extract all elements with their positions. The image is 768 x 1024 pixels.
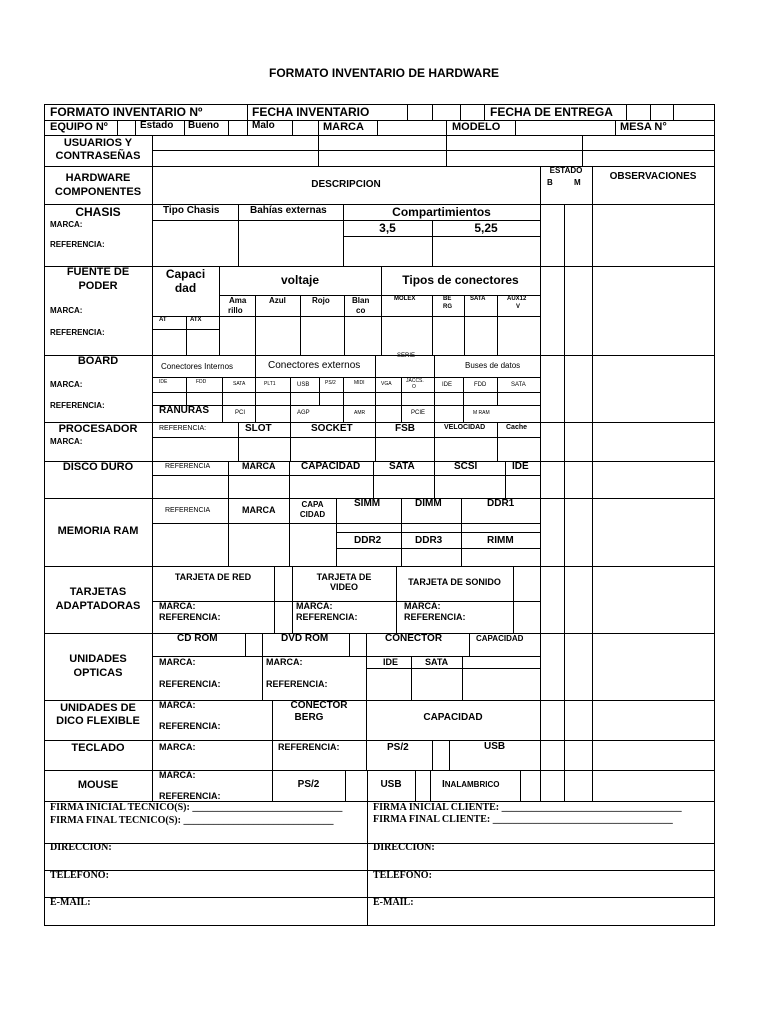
- descripcion-label: DESCRIPCION: [311, 179, 381, 190]
- jack-label-1: JACCS.: [406, 378, 424, 384]
- dvd-marca-label: MARCA:: [266, 657, 303, 667]
- red-referencia-label: REFERENCIA:: [159, 612, 221, 622]
- serie-label: SERIE: [397, 353, 416, 359]
- conector-berg-label-1: CONECTOR: [290, 700, 348, 711]
- equipo-label: EQUIPO Nº: [50, 121, 108, 133]
- amr-label: AMR: [354, 410, 366, 416]
- fsb-label: FSB: [395, 423, 415, 434]
- tipo-chasis-label: Tipo Chasis: [163, 205, 220, 216]
- disco-sata-label: SATA: [389, 461, 415, 472]
- marca-label: MARCA: [323, 121, 364, 133]
- amarillo-label-1: Ama: [229, 296, 247, 305]
- int-fdd-label: FDD: [196, 379, 207, 385]
- optica-sata-label: SATA: [425, 657, 449, 667]
- board-referencia-label: REFERENCIA:: [50, 401, 105, 410]
- telefono-cliente-label: TELEFONO:: [373, 870, 432, 881]
- disco-marca-label: MARCA: [242, 461, 276, 471]
- poder-label: PODER: [78, 280, 118, 292]
- tipos-conectores-label: Tipos de conectores: [402, 273, 519, 287]
- mouse-usb-label: USB: [380, 779, 402, 790]
- procesador-label: PROCESADOR: [58, 423, 138, 435]
- fuente-label: FUENTE DE: [66, 266, 130, 278]
- ddr2-label: DDR2: [354, 535, 382, 546]
- rojo-label: Rojo: [312, 296, 330, 305]
- chasis-marca-label: MARCA:: [50, 220, 83, 229]
- adaptadoras-label: ADAPTADORAS: [55, 600, 141, 612]
- ps2-label: PS/2: [325, 380, 336, 386]
- aux12v-label-1: AUX12: [507, 296, 527, 302]
- sonido-referencia-label: REFERENCIA:: [404, 612, 466, 622]
- at-label: AT: [159, 317, 167, 323]
- mouse-inalambrico-label: INALAMBRICO: [442, 779, 500, 790]
- cd-referencia-label: REFERENCIA:: [159, 679, 221, 689]
- capacidad-label-2: dad: [174, 281, 197, 295]
- conector-berg-label-2: BERG: [294, 712, 324, 723]
- mouse-referencia-label: REFERENCIA:: [159, 791, 221, 801]
- mesa-label: MESA N°: [620, 121, 667, 133]
- b-column-label: B: [547, 178, 553, 187]
- int-sata-label: SATA: [233, 381, 246, 387]
- cache-label: Cache: [506, 424, 528, 431]
- bay-525-label: 5,25: [474, 221, 498, 235]
- malo-label: Malo: [252, 120, 275, 131]
- disco-flexible-label: DICO FLEXIBLE: [56, 715, 140, 727]
- blanco-label-2: co: [356, 306, 366, 315]
- email-cliente-label: E-MAIL:: [373, 897, 414, 908]
- mouse-ps2-label: PS/2: [297, 779, 320, 790]
- mram-label: M RAM: [473, 410, 490, 416]
- sata-power-label: SATA: [470, 296, 486, 302]
- firma-inicial-tecnico-label: FIRMA INICIAL TECNICO(S): ______________________________: [50, 802, 343, 813]
- flexible-capacidad-label: CAPACIDAD: [423, 712, 483, 723]
- velocidad-label: VELOCIDAD: [444, 424, 486, 431]
- disco-referencia-label: REFERENCIA: [165, 463, 211, 470]
- teclado-marca-label: MARCA:: [159, 742, 196, 752]
- pci-label: PCI: [235, 410, 246, 416]
- fecha-inventario-label: FECHA INVENTARIO: [252, 105, 370, 119]
- fecha-entrega-label: FECHA DE ENTREGA: [490, 105, 613, 119]
- memoria-referencia-label: REFERENCIA: [165, 507, 211, 514]
- tarjeta-sonido-label: TARJETA DE SONIDO: [408, 577, 501, 587]
- cd-marca-label: MARCA:: [159, 657, 196, 667]
- molex-label: MOLEX: [394, 296, 416, 302]
- conectores-internos-label: Conectores Internos: [161, 362, 234, 371]
- agp-label: AGP: [297, 410, 310, 416]
- plt1-label: PLT1: [264, 381, 276, 387]
- cdrom-label: CD ROM: [177, 633, 218, 644]
- simm-label: SIMM: [354, 498, 381, 509]
- email-tecnico-label: E-MAIL:: [50, 897, 91, 908]
- bahias-externas-label: Bahías externas: [250, 205, 327, 216]
- vga-label: VGA: [381, 381, 392, 387]
- estado-column-label: ESTADO: [549, 166, 583, 175]
- disco-capacidad-label: CAPACIDAD: [301, 461, 361, 472]
- firma-inicial-cliente-label: FIRMA INICIAL CLIENTE: ____________________________________: [373, 802, 682, 813]
- bay-35-label: 3,5: [379, 221, 396, 235]
- teclado-usb-label: USB: [484, 741, 506, 752]
- bus-sata-label: SATA: [511, 382, 526, 388]
- fuente-marca-label: MARCA:: [50, 306, 83, 315]
- firma-final-cliente-label: FIRMA FINAL CLIENTE: ____________________________________: [373, 814, 673, 825]
- capacidad-label-1: Capaci: [165, 267, 206, 281]
- disco-scsi-label: SCSI: [454, 461, 478, 472]
- teclado-label: TECLADO: [71, 742, 125, 754]
- board-label: BOARD: [77, 355, 119, 367]
- voltaje-label: voltaje: [280, 273, 319, 287]
- teclado-referencia-label: REFERENCIA:: [278, 742, 340, 752]
- bueno-label: Bueno: [188, 120, 220, 131]
- memoria-capacidad-label-2: CIDAD: [299, 510, 326, 519]
- procesador-marca-label: MARCA:: [50, 437, 83, 446]
- unidades-de-label: UNIDADES DE: [60, 702, 136, 714]
- mouse-marca-label: MARCA:: [159, 770, 196, 780]
- flexible-referencia-label: REFERENCIA:: [159, 721, 221, 731]
- memoria-ram-label: MEMORIA RAM: [57, 525, 139, 537]
- pcie-label: PCIE: [411, 410, 426, 416]
- firma-final-tecnico-label: FIRMA FINAL TECNICO(S): ______________________________: [50, 815, 334, 826]
- m-column-label: M: [574, 178, 581, 187]
- flexible-marca-label: MARCA:: [159, 700, 196, 710]
- chasis-label: CHASIS: [75, 205, 121, 219]
- dimm-label: DIMM: [415, 498, 442, 509]
- video-referencia-label: REFERENCIA:: [296, 612, 358, 622]
- socket-label: SOCKET: [311, 423, 353, 434]
- aux12v-label-2: V: [516, 304, 521, 310]
- dvdrom-label: DVD ROM: [281, 633, 329, 644]
- usuarios-label: USUARIOS Y: [63, 137, 133, 149]
- berg-label-1: BE: [443, 296, 452, 302]
- form-title: FORMATO INVENTARIO DE HARDWARE: [269, 66, 499, 80]
- bus-ide-label: IDE: [442, 382, 453, 388]
- chasis-referencia-label: REFERENCIA:: [50, 240, 105, 249]
- tarjeta-video-label-2: VIDEO: [329, 582, 358, 592]
- memoria-capacidad-label-1: CAPA: [301, 500, 324, 509]
- direccion-tecnico-label: DIRECCION:: [50, 842, 112, 853]
- berg-label-2: RG: [443, 304, 452, 310]
- blanco-label-1: Blan: [352, 296, 370, 305]
- ddr3-label: DDR3: [415, 535, 443, 546]
- estado-label: Estado: [140, 120, 174, 131]
- rimm-label: RIMM: [487, 535, 514, 546]
- teclado-ps2-label: PS/2: [387, 742, 409, 753]
- jack-label-2: O: [412, 384, 416, 390]
- tarjeta-video-label-1: TARJETA DE: [316, 572, 372, 582]
- optica-capacidad-label: CAPACIDAD: [476, 634, 524, 643]
- conectores-externos-label: Conectores externos: [268, 360, 361, 371]
- red-marca-label: MARCA:: [159, 601, 196, 611]
- disco-duro-label: DISCO DURO: [62, 461, 134, 473]
- slot-label: SLOT: [245, 423, 272, 434]
- bus-fdd-label: FDD: [474, 382, 487, 388]
- tarjeta-red-label: TARJETA DE RED: [174, 572, 252, 582]
- ddr1-label: DDR1: [487, 498, 515, 509]
- direccion-cliente-label: DIRECCION:: [373, 842, 435, 853]
- amarillo-label-2: rillo: [228, 306, 243, 315]
- observaciones-label: OBSERVACIONES: [609, 171, 697, 182]
- buses-datos-label: Buses de datos: [465, 361, 521, 370]
- mouse-label: MOUSE: [77, 779, 119, 791]
- dvd-referencia-label: REFERENCIA:: [266, 679, 328, 689]
- optica-ide-label: IDE: [383, 657, 399, 667]
- sonido-marca-label: MARCA:: [404, 601, 441, 611]
- azul-label: Azul: [269, 296, 286, 305]
- int-ide-label: IDE: [159, 379, 168, 385]
- contrasenas-label: CONTRASEÑAS: [55, 150, 141, 162]
- video-marca-label: MARCA:: [296, 601, 333, 611]
- usb-label: USB: [297, 382, 310, 388]
- componentes-label: COMPONENTES: [54, 186, 142, 198]
- formato-label: FORMATO INVENTARIO Nº: [50, 105, 203, 119]
- ranuras-label: RANURAS: [159, 405, 209, 416]
- opticas-label: OPTICAS: [73, 667, 123, 679]
- telefono-tecnico-label: TELEFONO:: [50, 870, 109, 881]
- tarjetas-label: TARJETAS: [69, 586, 127, 598]
- atx-label: ATX: [190, 317, 202, 323]
- hardware-label: HARDWARE: [65, 172, 131, 184]
- compartimientos-label: Compartimientos: [392, 205, 491, 219]
- conector-label: CONECTOR: [385, 633, 443, 644]
- disco-ide-label: IDE: [512, 461, 529, 472]
- board-marca-label: MARCA:: [50, 380, 83, 389]
- procesador-referencia-label: REFERENCIA:: [159, 425, 207, 432]
- modelo-label: MODELO: [452, 121, 501, 133]
- midi-label: MIDI: [354, 380, 365, 386]
- unidades-label: UNIDADES: [69, 653, 127, 665]
- fuente-referencia-label: REFERENCIA:: [50, 328, 105, 337]
- memoria-marca-label: MARCA: [242, 505, 276, 515]
